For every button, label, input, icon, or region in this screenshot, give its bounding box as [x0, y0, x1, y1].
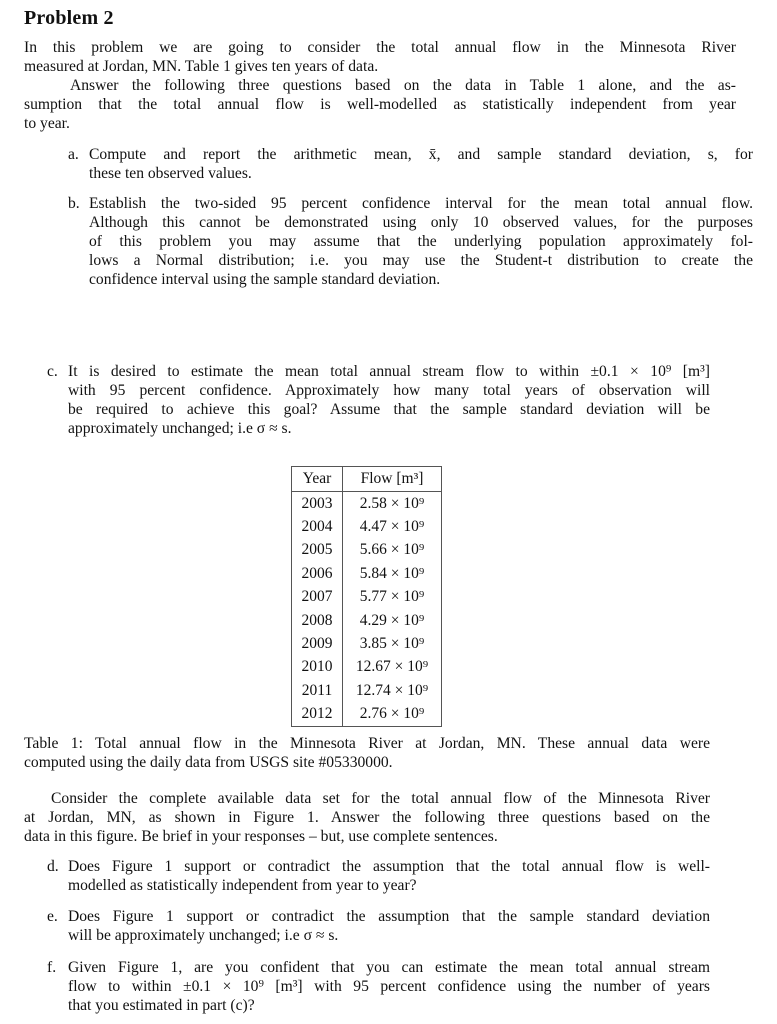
- question-label: c.: [47, 363, 58, 380]
- text-line: lows a Normal distribution; i.e. you may use the Student-t distribution to create the: [89, 252, 753, 269]
- text-line: these ten observed values.: [89, 165, 252, 182]
- text-line: be required to achieve this goal? Assume that the sample standard deviation will be: [68, 401, 710, 418]
- table-header-row: [292, 467, 442, 492]
- figure-paragraph: [24, 789, 710, 846]
- flow-cell: 5.77 × 10⁹: [359, 588, 425, 606]
- question-label: b.: [68, 195, 80, 212]
- text-line: data in this figure. Be brief in your responses – but, use complete sentences.: [24, 828, 498, 845]
- year-cell: 2011: [292, 679, 343, 702]
- text-line: modelled as statistically independent from year to year?: [68, 877, 417, 894]
- text-line: sumption that the total annual flow is well-modelled as statistically independent from year: [24, 96, 736, 113]
- text-line: Establish the two-sided 95 percent confidence interval for the mean total annual flow.: [89, 195, 753, 212]
- table-row: [292, 586, 442, 609]
- flow-cell: 3.85 × 10⁹: [359, 635, 425, 653]
- year-cell: 2012: [292, 703, 343, 727]
- year-cell: 2008: [292, 609, 343, 632]
- text-line: Consider the complete available data set for the total annual flow of the Minnesota River: [51, 790, 710, 807]
- flow-cell: 4.47 × 10⁹: [359, 518, 425, 536]
- text-line: approximately unchanged; i.e σ ≈ s.: [68, 420, 292, 437]
- text-line: Although this cannot be demonstrated using only 10 observed values, for the purposes: [89, 214, 753, 231]
- problem-title: Problem 2: [24, 7, 114, 29]
- text-line: flow to within ±0.1 × 10⁹ [m³] with 95 percent confidence using the number of years: [68, 978, 710, 995]
- text-line: to year.: [24, 115, 70, 132]
- text-line: will be approximately unchanged; i.e σ ≈ s.: [68, 927, 339, 944]
- year-cell: 2007: [292, 586, 343, 609]
- question-label: f.: [47, 959, 57, 976]
- table-row: [292, 703, 442, 727]
- question-b: [68, 194, 753, 289]
- text-line: In this problem we are going to consider the total annual flow in the Minnesota River: [24, 39, 736, 56]
- text-line: at Jordan, MN, as shown in Figure 1. Answer the following three questions based on the: [24, 809, 710, 826]
- year-cell: 2005: [292, 539, 343, 562]
- text-line: that you estimated in part (c)?: [68, 997, 255, 1014]
- question-label: e.: [47, 908, 58, 925]
- intro-paragraph-1: [24, 38, 736, 76]
- table-caption: [24, 734, 710, 772]
- text-line: Does Figure 1 support or contradict the assumption that the sample standard deviation: [68, 908, 710, 925]
- question-label: a.: [68, 146, 79, 163]
- year-cell: 2009: [292, 632, 343, 655]
- question-e: [47, 907, 710, 945]
- text-line: computed using the daily data from USGS site #05330000.: [24, 754, 393, 771]
- text-line: measured at Jordan, MN. Table 1 gives ten years of data.: [24, 58, 379, 75]
- text-line: Given Figure 1, are you confident that you can estimate the mean total annual stream: [68, 959, 710, 976]
- text-line: with 95 percent confidence. Approximately how many total years of observation will: [68, 382, 710, 399]
- table-row: [292, 562, 442, 585]
- year-cell: 2004: [292, 515, 343, 538]
- year-cell: 2003: [292, 492, 343, 516]
- table-row: [292, 679, 442, 702]
- text-line: Answer the following three questions based on the data in Table 1 alone, and the as-: [70, 77, 736, 94]
- question-a: [68, 145, 753, 183]
- flow-cell: 5.84 × 10⁹: [359, 564, 425, 582]
- question-f: [47, 958, 710, 1015]
- text-line: confidence interval using the sample standard deviation.: [89, 271, 441, 288]
- text-line: Table 1: Total annual flow in the Minnesota River at Jordan, MN. These annual data were: [24, 735, 710, 752]
- year-cell: 2006: [292, 562, 343, 585]
- flow-cell: 2.58 × 10⁹: [359, 494, 425, 512]
- table-row: [292, 609, 442, 632]
- column-header-year: Year: [292, 467, 343, 492]
- table-row: [292, 632, 442, 655]
- table-row: [292, 539, 442, 562]
- intro-paragraph-2: [24, 76, 736, 133]
- text-line: of this problem you may assume that the underlying population approximately fol-: [89, 233, 753, 250]
- column-header-flow: Flow [m³]: [343, 467, 442, 492]
- question-label: d.: [47, 858, 59, 875]
- table-row: [292, 515, 442, 538]
- text-line: Does Figure 1 support or contradict the assumption that the total annual flow is well-: [68, 858, 710, 875]
- flow-cell: 12.67 × 10⁹: [355, 658, 429, 676]
- table-row: [292, 492, 442, 516]
- table-row: [292, 656, 442, 679]
- text-line: Compute and report the arithmetic mean, x̄, and sample standard deviation, s, for: [89, 146, 753, 163]
- text-line: It is desired to estimate the mean total annual stream flow to within ±0.1 × 10⁹ [m³]: [68, 363, 710, 380]
- question-d: [47, 857, 710, 895]
- flow-cell: 2.76 × 10⁹: [359, 705, 425, 723]
- question-c: [47, 362, 710, 438]
- flow-data-table: [291, 466, 442, 727]
- flow-cell: 5.66 × 10⁹: [359, 541, 425, 559]
- flow-cell: 4.29 × 10⁹: [359, 611, 425, 629]
- flow-cell: 12.74 × 10⁹: [355, 681, 429, 699]
- year-cell: 2010: [292, 656, 343, 679]
